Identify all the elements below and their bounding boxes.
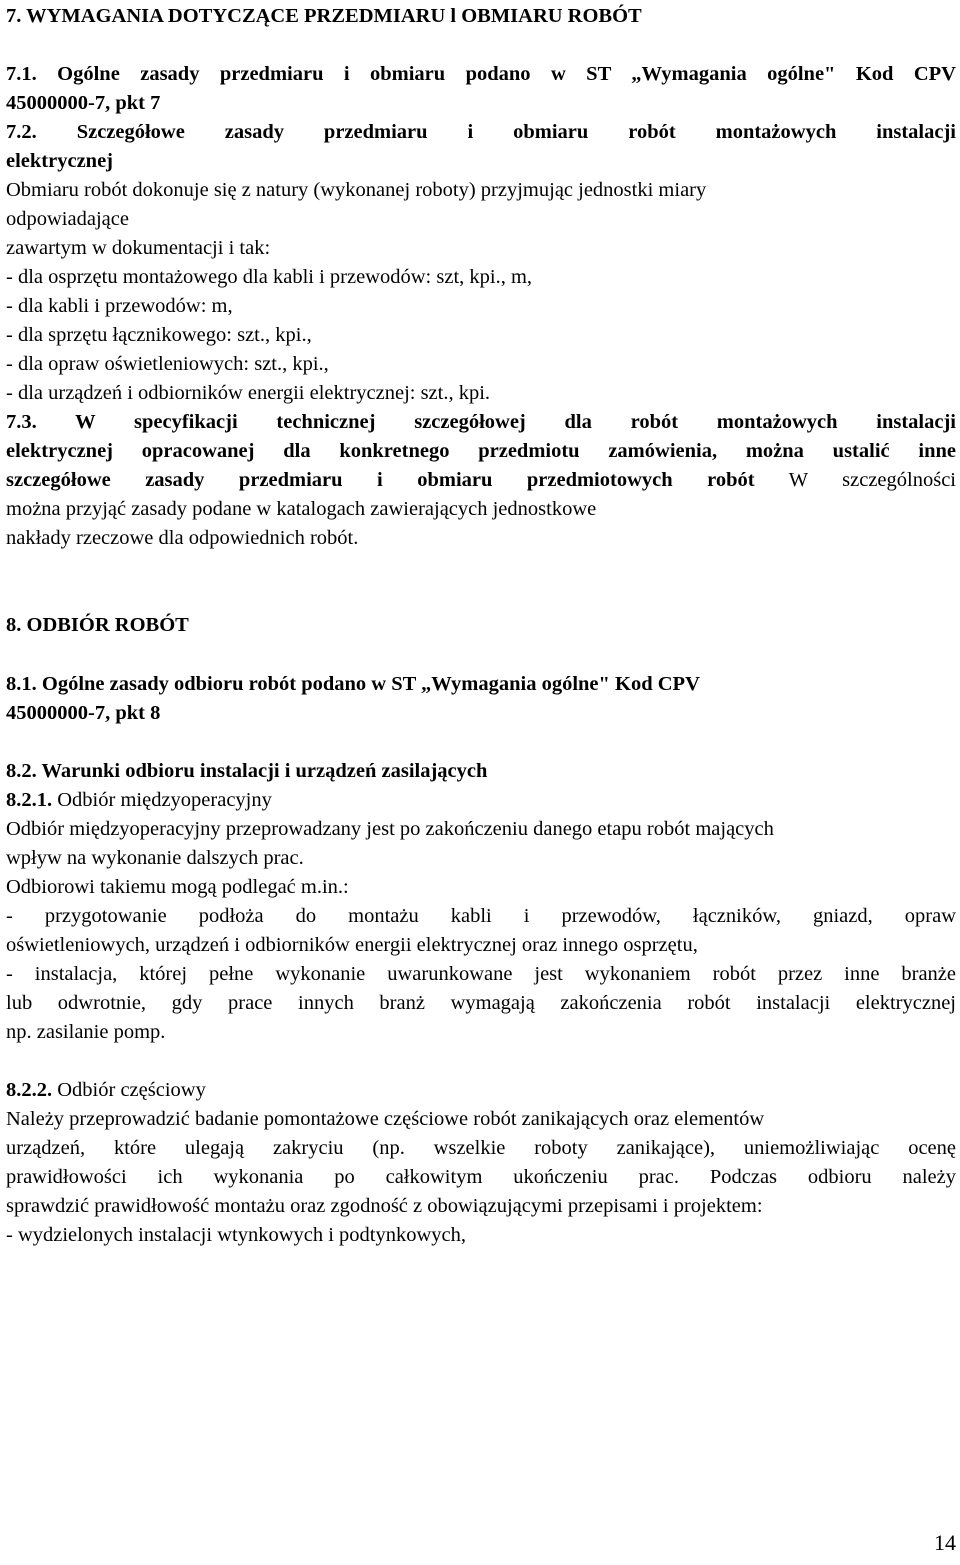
section-8-2-2-para-line-1: Należy przeprowadzić badanie pomontażowe częściowe robót zanikających oraz elementów (6, 1108, 765, 1130)
list-item-unit: - dla urządzeń i odbiorników energii elektrycznej: szt., kpi. (6, 382, 491, 404)
section-8-2-1-para-line-1: Odbiór międzyoperacyjny przeprowadzany jest po zakończeniu danego etapu robót mających (6, 818, 774, 840)
section-8-1-line-1: 8.1. Ogólne zasady odbioru robót podano w ST „Wymagania ogólne" Kod CPV (6, 673, 700, 695)
section-7-heading: 7. WYMAGANIA DOTYCZĄCE PRZEDMIARU l OBMIARU ROBÓT (6, 5, 642, 27)
section-8-2-1-heading (6, 786, 956, 815)
section-8-2-1-list-1-line-2: oświetleniowych, urządzeń i odbiorników energii elektrycznej oraz innego osprzętu, (6, 934, 698, 956)
paragraph-obmiar-line-1: Obmiaru robót dokonuje się z natury (wykonanej roboty) przyjmując jednostki miary (6, 179, 707, 201)
paragraph-obmiar-line-3: zawartym w dokumentacji i tak: (6, 237, 271, 259)
section-7-1-line-1: 7.1. Ogólne zasady przedmiaru i obmiaru podano w ST „Wymagania ogólne" Kod CPV (6, 63, 956, 85)
section-8-2-2-title: Odbiór częściowy (52, 1079, 206, 1101)
section-7-1-line-2: 45000000-7, pkt 7 (6, 92, 161, 114)
section-8-2-1-list-2-line-1: - instalacja, której pełne wykonanie uwarunkowane jest wykonaniem robót przez inne branże (6, 963, 956, 985)
list-item-unit: - dla sprzętu łącznikowego: szt., kpi., (6, 324, 312, 346)
section-8-2-heading: 8.2. Warunki odbioru instalacji i urządzeń zasilających (6, 760, 488, 782)
list-item-unit: - dla kabli i przewodów: m, (6, 295, 233, 317)
section-8-2-2-number: 8.2.2. (6, 1079, 53, 1101)
section-7-3-line-1: 7.3. W specyfikacji technicznej szczegółowej dla robót montażowych instalacji (6, 411, 956, 433)
page-number: 14 (934, 1530, 956, 1555)
section-8-2-1-para-2: Odbiorowi takiemu mogą podlegać m.in.: (6, 876, 349, 898)
section-8-2-1-list-2-line-3: np. zasilanie pomp. (6, 1021, 166, 1043)
section-8-2-2-para-line-2: urządzeń, które ulegają zakryciu (np. wszelkie roboty zanikające), uniemożliwiając ocenę (6, 1137, 956, 1159)
section-8-2-1-list-1-line-1: - przygotowanie podłoża do montażu kabli i przewodów, łączników, gniazd, opraw (6, 905, 956, 927)
section-7-3-regular-fragment: W szczególności (754, 469, 956, 491)
paragraph-obmiar-line-2: odpowiadające (6, 208, 129, 230)
section-8-2-2-list-1: - wydzielonych instalacji wtynkowych i podtynkowych, (6, 1224, 467, 1246)
section-7-3-line-4: można przyjąć zasady podane w katalogach zawierających jednostkowe (6, 498, 597, 520)
section-7-2-line-2: elektrycznej (6, 150, 113, 172)
section-7-3-line-3 (6, 466, 956, 495)
list-item-unit: - dla opraw oświetleniowych: szt., kpi., (6, 353, 329, 375)
section-8-2-1-list-2-line-2: lub odwrotnie, gdy prace innych branż wymagają zakończenia robót instalacji elektrycznej (6, 992, 956, 1014)
list-item-unit: - dla osprzętu montażowego dla kabli i przewodów: szt, kpi., m, (6, 266, 533, 288)
section-8-2-1-para-line-2: wpływ na wykonanie dalszych prac. (6, 847, 304, 869)
section-7-3-bold-fragment: szczegółowe zasady przedmiaru i obmiaru przedmiotowych robót (6, 469, 755, 491)
section-8-2-2-para-line-3: prawidłowości ich wykonania po całkowitym ukończeniu prac. Podczas odbioru należy (6, 1166, 956, 1188)
section-8-2-2-heading (6, 1076, 956, 1105)
section-8-1-line-2: 45000000-7, pkt 8 (6, 702, 161, 724)
section-8-2-1-number: 8.2.1. (6, 789, 53, 811)
section-8-2-1-title: Odbiór międzyoperacyjny (52, 789, 272, 811)
section-7-3-line-5: nakłady rzeczowe dla odpowiednich robót. (6, 527, 359, 549)
section-8-heading: 8. ODBIÓR ROBÓT (6, 614, 189, 636)
section-7-2-line-1: 7.2. Szczegółowe zasady przedmiaru i obmiaru robót montażowych instalacji (6, 121, 956, 143)
section-8-2-2-para-line-4: sprawdzić prawidłowość montażu oraz zgodność z obowiązującymi przepisami i projektem: (6, 1195, 763, 1217)
section-7-3-line-2: elektrycznej opracowanej dla konkretnego przedmiotu zamówienia, można ustalić inne (6, 440, 956, 462)
